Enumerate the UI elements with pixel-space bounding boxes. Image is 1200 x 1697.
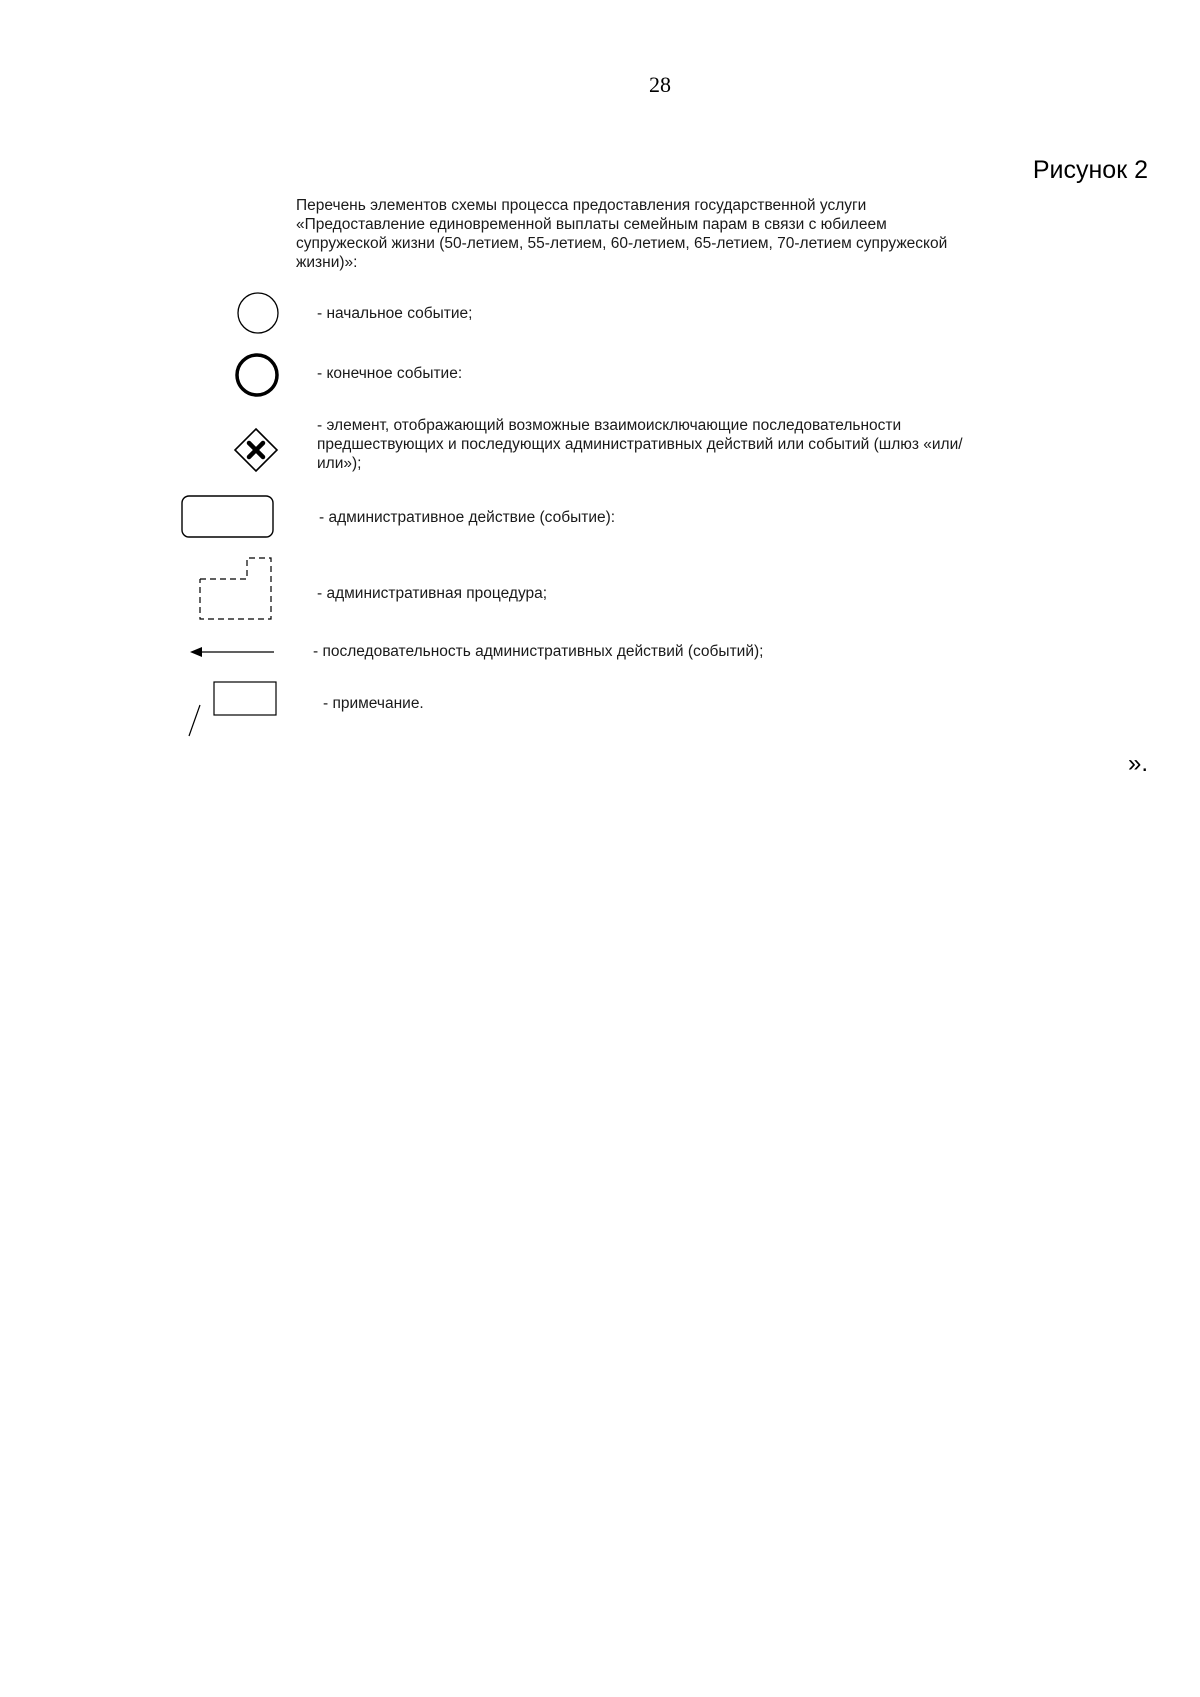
- legend-item-end-event: [0, 350, 1200, 400]
- diamond-x-icon: [232, 426, 280, 474]
- page-number: 28: [649, 72, 671, 97]
- legend-item-admin-action: [0, 494, 1200, 542]
- thin-circle-icon: [234, 290, 282, 336]
- dashed-step-outline-icon: [198, 556, 276, 622]
- legend-item-admin-procedure: [0, 556, 1200, 622]
- legend-item-start-event: [0, 290, 1200, 336]
- closing-quote: ».: [1127, 750, 1148, 777]
- thick-circle-icon: [232, 350, 282, 400]
- legend-text-admin-procedure: - административная процедура;: [317, 585, 548, 602]
- legend-text-annotation: - примечание.: [323, 695, 424, 712]
- legend-text-end-event: - конечное событие:: [317, 365, 463, 382]
- note-bracket-icon: [186, 680, 278, 740]
- left-arrow-icon: [188, 642, 276, 662]
- legend-text-start-event: - начальное событие;: [317, 305, 473, 322]
- legend-item-annotation: [0, 680, 1200, 740]
- legend-item-gateway: [0, 414, 1200, 484]
- figure-label: Рисунок 2: [1032, 156, 1148, 184]
- legend-text-gateway: - элемент, отображающий возможные взаимоисключающие последовательности предшествующих и последующих административных действий или событий (шлюз «или/или»);: [317, 417, 963, 472]
- legend-item-sequence-flow: [0, 640, 1200, 664]
- legend-text-sequence-flow: - последовательность административных действий (событий);: [313, 643, 764, 660]
- legend-text-admin-action: - административное действие (событие):: [319, 509, 616, 526]
- rounded-rectangle-icon: [180, 494, 276, 540]
- legend-intro: Перечень элементов схемы процесса предоставления государственной услуги «Предоставление единовременной выплаты семейным парам в связи с юбилеем супружеской жизни (50-летием, 55-летием, 60-летием, 65-летием, 70-летием супружеской жизни)»:: [296, 197, 948, 271]
